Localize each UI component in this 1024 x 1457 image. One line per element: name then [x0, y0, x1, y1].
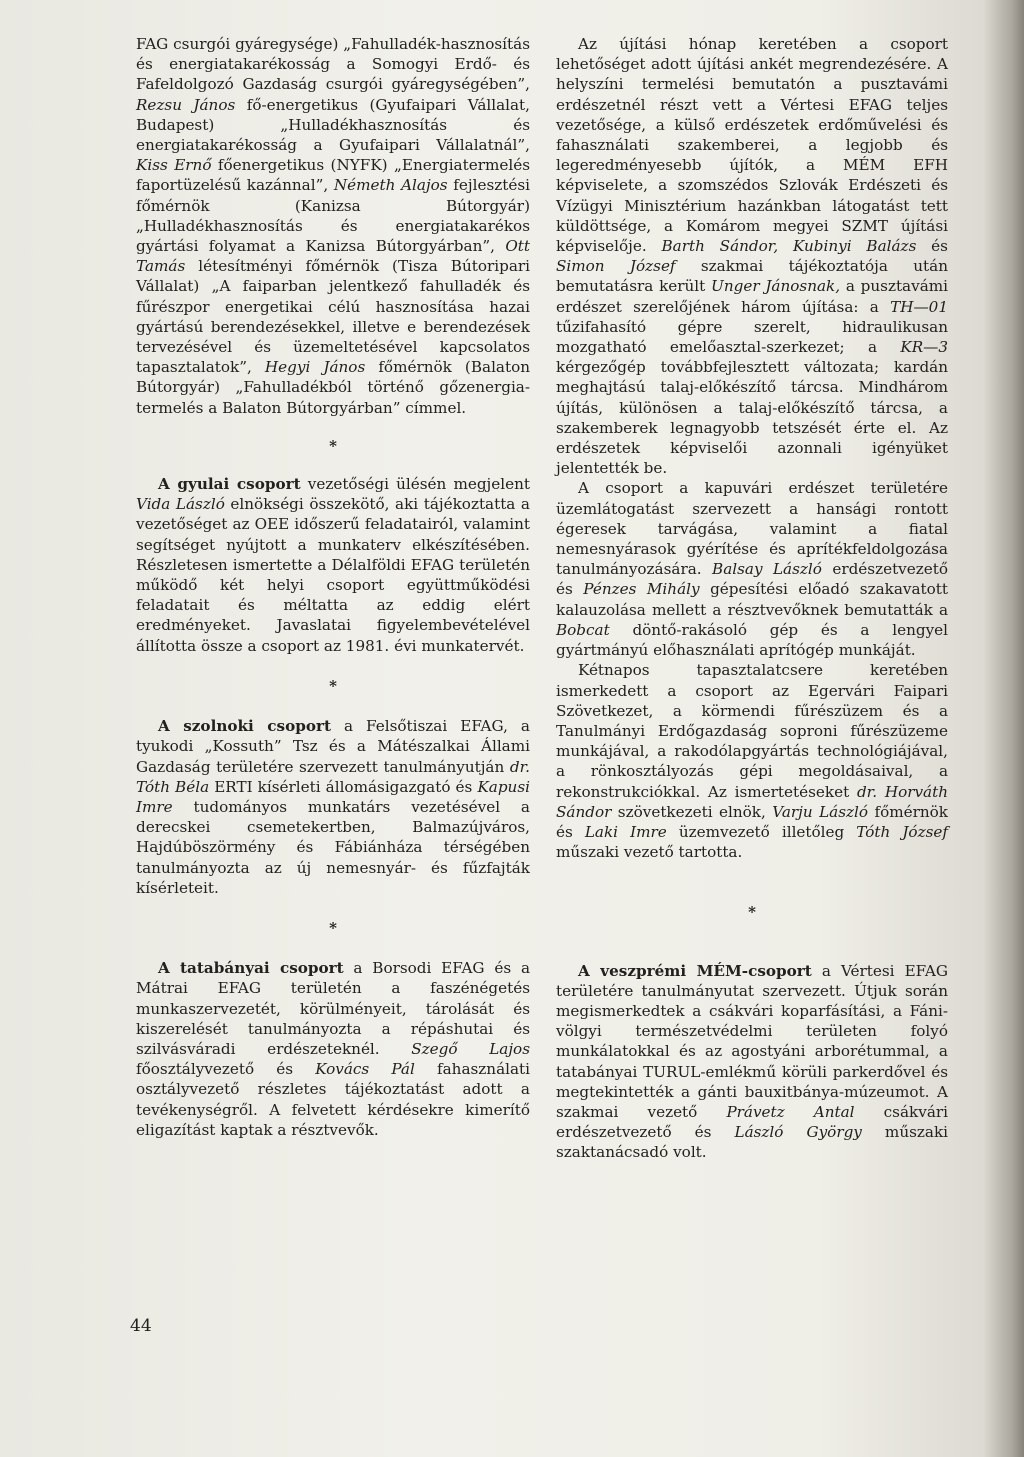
- machine-name: KR—3: [900, 338, 948, 357]
- text: fő-energetikus (Gyufaipari Vállalat, Budapest) „Hulladékhasznosítás és energiatakarékosság a Gyufaipari Vállalatnál”,: [136, 95, 530, 155]
- person-name: Kiss Ernő: [136, 156, 212, 175]
- paragraph-ujitasi-honap: [556, 34, 948, 478]
- text: Az újítási hónap keretében a csoport lehetőséget adott újítási ankét megrendezésére. A helyszíni termelési bemutatón a pusztavámi erdészetnél részt vett a Vértesi EFAG teljes vezetősége, a külső erdészetek erdőművelési és fahasználati szakemberei, a legjobb és legeredményesebb újítók, a MÉM EFH képviselete, a szomszédos Szlovák Erdészeti és Vízügyi Minisztérium hazánkban látogatást tett küldöttsége, a Komárom megyei SZMT újítási képviselője.: [556, 35, 948, 256]
- text: Kétnapos tapasztalatcsere keretében ismerkedett a csoport az Egervári Faipari Szövetkezet, a körmendi fűrészüzem és a Tanulmányi Erdőgazdaság soproni fűrészüzeme munkájával, a rakodólapgyártás technológiájával, a rönkosztályozás gépi megoldásaival, a rekonstrukciókkal. Az ismertetéseket: [556, 661, 948, 801]
- person-name: Varju László: [772, 802, 869, 821]
- person-name: Barth Sándor, Kubinyi Balázs: [661, 237, 917, 256]
- person-name: Rezsu János: [136, 95, 236, 114]
- text: szakmai tájékoztatója után bemutatásra került: [556, 257, 948, 296]
- text: a Borsodi EFAG és a Mátrai EFAG területén a faszénégetés munkaszervezetét, körülményeit, tárolását és kiszerelését tanulmányozta a répáshutai és szilvásváradi erdészeteknél.: [136, 959, 530, 1058]
- text: gépesítési előadó szakavatott kalauzolása mellett a résztvevőknek bemutatták a: [556, 580, 948, 619]
- paragraph-tapasztalatcsere: [556, 660, 948, 862]
- group-heading: A veszprémi MÉM-csoport: [578, 961, 812, 980]
- text: műszaki vezető tartotta.: [556, 843, 743, 862]
- person-name: Pénzes Mihály: [583, 580, 700, 599]
- text: tűzifahasító gépre szerelt, hidraulikusan mozgatható emelőasztal-szerkezet; a: [556, 317, 948, 357]
- text: fahasználati osztályvezető részletes tájékoztatást adott a tevékenységről. A felvetett kérdésekre kimerítő eligazítást kaptak a résztvevők.: [136, 1060, 530, 1139]
- person-name: Simon József: [556, 257, 676, 276]
- text: A csoport a kapuvári erdészet területére üzemlátogatást szervezett a hansági rontott égeresek tarvágása, valamint a fiatal nemesnyárasok gyérítése és aprítékfeldolgozása tanulmányozására.: [556, 479, 948, 579]
- text: vezetőségi ülésén megjelent: [300, 475, 530, 494]
- text: döntő-rakásoló gép és a lengyel gyártmányú előhasználati aprítógép munkáját.: [556, 620, 948, 660]
- paragraph-gyulai-csoport: [136, 474, 530, 656]
- text: erdészetvezető és: [556, 560, 948, 599]
- text: főmérnök (Balaton Bútorgyár) „Fahulladékból történő gőzenergia-termelés a Balaton Bútorgyárban” címmel.: [136, 358, 531, 417]
- paragraph-kapuvari-erdeszet: [556, 478, 948, 660]
- text: ERTI kísérleti állomásigazgató és: [209, 777, 478, 796]
- text: elnökségi összekötő, aki tájékoztatta a vezetőséget az OEE időszerű feladatairól, valamint segítséget nyújtott a munkaterv elkészítésében. Részletesen ismertette a Délalföldi EFAG területén működő két helyi csoport együttműködési feladatait és méltatta az eddig elért eredményeket. Javaslatai figyelembevételével állította össze a csoport az 1981. évi munkatervét.: [136, 495, 530, 655]
- section-separator: *: [329, 918, 337, 937]
- page-number: 44: [130, 1316, 152, 1336]
- person-name: Kovács Pál: [315, 1060, 415, 1079]
- text: főosztályvezető és: [136, 1060, 316, 1079]
- group-heading: A szolnoki csoport: [158, 717, 331, 736]
- section-separator: *: [329, 436, 337, 455]
- text: a pusztavámi erdészet szerelőjének három újítása: a: [556, 277, 949, 316]
- paragraph-tatabanyai-csoport: [136, 958, 530, 1140]
- left-column: [136, 34, 530, 1140]
- group-heading: A tatabányai csoport: [158, 959, 344, 978]
- section-separator: *: [329, 676, 337, 695]
- person-name: Tóth József: [856, 822, 948, 841]
- section-separator: *: [748, 903, 756, 922]
- binding-edge-shadow: [984, 0, 1024, 1457]
- person-name: Laki Imre: [584, 822, 667, 841]
- text: főenergetikus (NYFK) „Energiatermelés faportüzelésű kazánnal”,: [136, 156, 530, 195]
- person-name: Právetz Antal: [726, 1102, 855, 1121]
- person-name: László György: [734, 1123, 862, 1142]
- person-name: Vida László: [136, 495, 225, 514]
- person-name: Balsay László: [712, 560, 822, 579]
- person-name: Kapusi Imre: [136, 777, 530, 816]
- person-name: dr. Horváth Sándor: [556, 782, 948, 821]
- paragraph-veszpremi-mem-csoport: [556, 961, 948, 1163]
- machine-name: TH—01: [890, 297, 948, 316]
- text: FAG csurgói gyáregysége) „Fahulladék-hasznosítás és energiatakarékosság a Somogyi Erdő- és Fafeldolgozó Gazdaság csurgói gyáregységében”,: [136, 35, 530, 94]
- right-column: [556, 34, 948, 1163]
- text: a Felsőtiszai EFAG, a tyukodi „Kossuth” Tsz és a Mátészalkai Állami Gazdaság területére szervezett tanulmányutján: [136, 717, 530, 776]
- text: tudományos munkatárs vezetésével a derecskei csemetekertben, Balmazújváros, Hajdúböszörmény és Fábiánháza térségében tanulmányozta az új nemesnyár- és fűzfajták kísérleteit.: [136, 797, 530, 897]
- text: üzemvezető illetőleg: [666, 822, 857, 841]
- person-name: Németh Alajos: [333, 176, 448, 195]
- text: műszaki szaktanácsadó volt.: [556, 1123, 949, 1162]
- group-heading: A gyulai csoport: [158, 475, 301, 494]
- machine-name: Bobcat: [556, 620, 610, 639]
- text: főmérnök és: [556, 802, 948, 841]
- person-name: Ott Tamás: [136, 237, 530, 276]
- person-name: Szegő Lajos: [411, 1039, 530, 1058]
- text: szövetkezeti elnök,: [611, 802, 773, 821]
- text: fejlesztési főmérnök (Kanizsa Bútorgyár) „Hulladékhasznosítás és energiatakarékos gyártási folyamat a Kanizsa Bútorgyárban”,: [136, 176, 530, 256]
- text: létesítményi főmérnök (Tisza Bútoripari Vállalat) „A faiparban jelentkező fahulladék és fűrészpor energetikai célú hasznosítása hazai gyártású berendezésekkel, illetve e berendezések tervezésével és üzemeltetésével kapcsolatos tapasztalatok”,: [136, 257, 530, 377]
- text: csákvári erdészetvezető és: [556, 1102, 948, 1142]
- text: a Vértesi EFAG területére tanulmányutat szervezett. Útjuk során megismerkedtek a csákvári koparfásítási, a Fáni-völgyi természetvédelmi területen folyó munkálatokkal és az agostyáni arborétummal, a tatabányai TURUL-emlékmű körüli parkerdővel és megtekintették a gánti bauxitbánya-múzeumot. A szakmai vezető: [556, 961, 949, 1121]
- paragraph-szolnoki-csoport: [136, 716, 530, 898]
- text: és: [916, 237, 948, 256]
- person-name: Unger Jánosnak,: [711, 277, 841, 296]
- person-name: Hegyi János: [264, 358, 366, 377]
- person-name: dr. Tóth Béla: [136, 757, 530, 796]
- text: kérgezőgép továbbfejlesztett változata; kardán meghajtású talaj-előkészítő tárcsa. Mindhárom újítás, különösen a talaj-előkészítő tárcsa, a szakemberek legnagyobb tetszését érte el. Az erdészetek képviselői azonnali igényüket jelentették be.: [556, 358, 948, 478]
- paragraph-lecture-list: [136, 34, 530, 418]
